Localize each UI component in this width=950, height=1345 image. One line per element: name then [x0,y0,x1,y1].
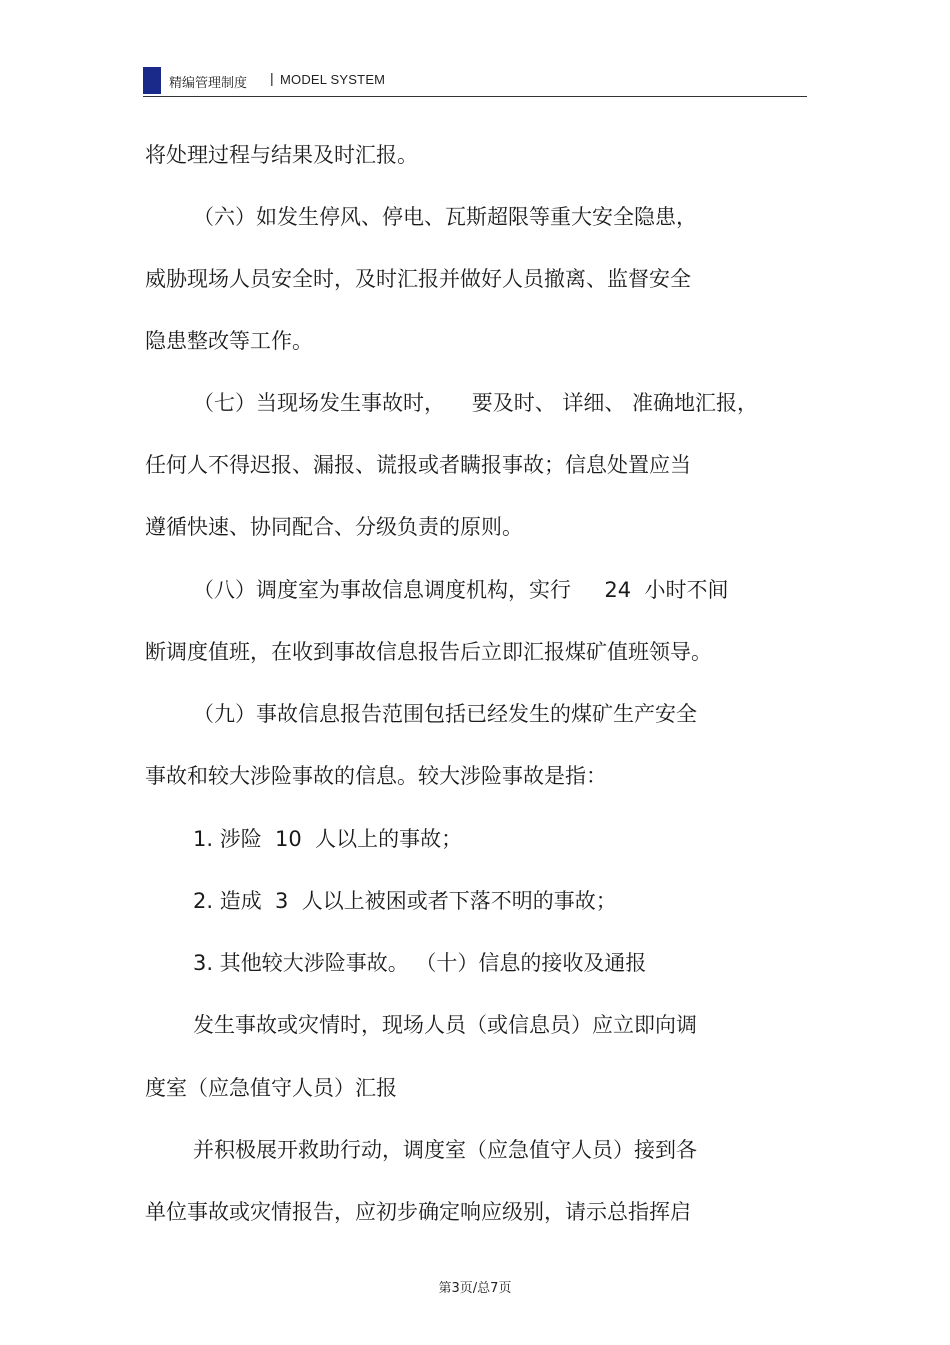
page-number: 第3页/总7页 [438,1281,512,1296]
header-separator: | [270,70,274,86]
text-line: 单位事故或灾情报告，应初步确定响应级别，请示总指挥启 [145,1200,691,1224]
text-line: 发生事故或灾情时，现场人员（或信息员）应立即向调 [193,1013,697,1037]
logo-icon [143,67,161,94]
text-line: （七）当现场发生事故时， 要及时、 详细、 准确地汇报， [193,391,759,415]
text-line: 威胁现场人员安全时，及时汇报并做好人员撤离、监督安全 [145,267,691,291]
text-line: 任何人不得迟报、漏报、谎报或者瞒报事故；信息处置应当 [145,453,691,477]
text-line: 并积极展开救助行动，调度室（应急值守人员）接到各 [193,1138,697,1162]
text-line: 断调度值班，在收到事故信息报告后立即汇报煤矿值班领导。 [145,640,712,664]
list-item: 3. 其他较大涉险事故。 （十）信息的接收及通报 [193,951,647,975]
list-item: 1. 涉险 10 人以上的事故； [193,827,463,851]
header-system: MODEL SYSTEM [280,72,386,87]
page-header [143,66,807,97]
text-line: （六）如发生停风、停电、瓦斯超限等重大安全隐患， [193,205,697,229]
text-line: 度室（应急值守人员）汇报 [145,1076,397,1100]
text-line: （八）调度室为事故信息调度机构，实行 24 小时不间 [193,578,729,602]
text-line: （九）事故信息报告范围包括已经发生的煤矿生产安全 [193,702,697,726]
text-line: 隐患整改等工作。 [145,329,313,353]
text-line: 遵循快速、协同配合、分级负责的原则。 [145,515,523,539]
text-line: 将处理过程与结果及时汇报。 [145,143,418,167]
text-line: 事故和较大涉险事故的信息。较大涉险事故是指： [145,764,607,788]
header-brand: 精编管理制度 [169,76,248,91]
list-item: 2. 造成 3 人以上被困或者下落不明的事故； [193,889,617,913]
